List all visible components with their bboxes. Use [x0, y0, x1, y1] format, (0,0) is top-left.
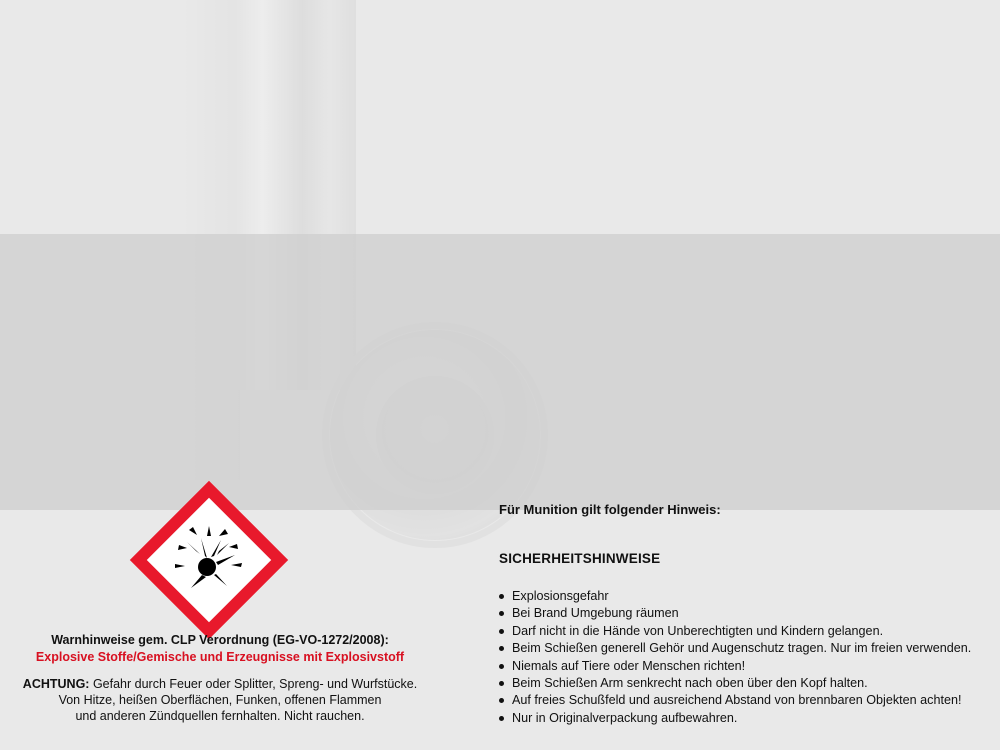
clp-warning-block: [20, 632, 420, 724]
list-item: [499, 675, 989, 692]
clp-attention-text-2: Von Hitze, heißen Oberflächen, Funken, offenen Flammen: [58, 693, 382, 707]
bullet-dot-icon: [499, 664, 504, 669]
clp-hazard-statement: Explosive Stoffe/Gemische und Erzeugnisse mit Explosivstoff: [35, 650, 405, 664]
list-item: [499, 640, 989, 657]
list-item-label: Nur in Originalverpackung aufbewahren.: [512, 710, 738, 725]
ghs-explosive-icon: [136, 487, 282, 633]
clp-title: Warnhinweise gem. CLP Verordnung (EG-VO-1272/2008):: [51, 633, 389, 647]
clp-attention-text-3: und anderen Zündquellen fernhalten. Nicht rauchen.: [75, 709, 365, 723]
warning-banner: [0, 234, 1000, 725]
list-item: [499, 623, 989, 640]
bullet-dot-icon: [499, 646, 504, 651]
ammunition-notice-lead: Für Munition gilt folgender Hinweis:: [499, 502, 721, 517]
list-item: [499, 692, 989, 709]
bullet-dot-icon: [499, 629, 504, 634]
clp-attention-text-1: Gefahr durch Feuer oder Splitter, Spreng- und Wurfstücke.: [92, 677, 418, 691]
bullet-dot-icon: [499, 594, 504, 599]
list-item-label: Beim Schießen generell Gehör und Augenschutz tragen. Nur im freien verwenden.: [512, 641, 972, 656]
clp-attention-line-1: [20, 676, 420, 692]
list-item-label: Auf freies Schußfeld und ausreichend Abstand von brennbaren Objekten achten!: [512, 693, 962, 708]
list-item: [499, 605, 989, 622]
list-item-label: Bei Brand Umgebung räumen: [512, 606, 679, 621]
bullet-dot-icon: [499, 681, 504, 686]
list-item-label: Beim Schießen Arm senkrecht nach oben über den Kopf halten.: [512, 676, 868, 691]
bullet-dot-icon: [499, 698, 504, 703]
explosion-burst-icon: [167, 518, 251, 602]
safety-instructions-heading: SICHERHEITSHINWEISE: [499, 551, 661, 566]
safety-instructions-block: [499, 502, 989, 727]
bullet-dot-icon: [499, 611, 504, 616]
list-item: [499, 710, 989, 727]
list-item: [499, 588, 989, 605]
list-item-label: Darf nicht in die Hände von Unberechtigten und Kindern gelangen.: [512, 623, 884, 638]
safety-instructions-list: [499, 588, 989, 727]
list-item: [499, 658, 989, 675]
list-item-label: Niemals auf Tiere oder Menschen richten!: [512, 658, 746, 673]
clp-attention-label: ACHTUNG:: [22, 677, 90, 691]
list-item-label: Explosionsgefahr: [512, 589, 609, 603]
bullet-dot-icon: [499, 716, 504, 721]
